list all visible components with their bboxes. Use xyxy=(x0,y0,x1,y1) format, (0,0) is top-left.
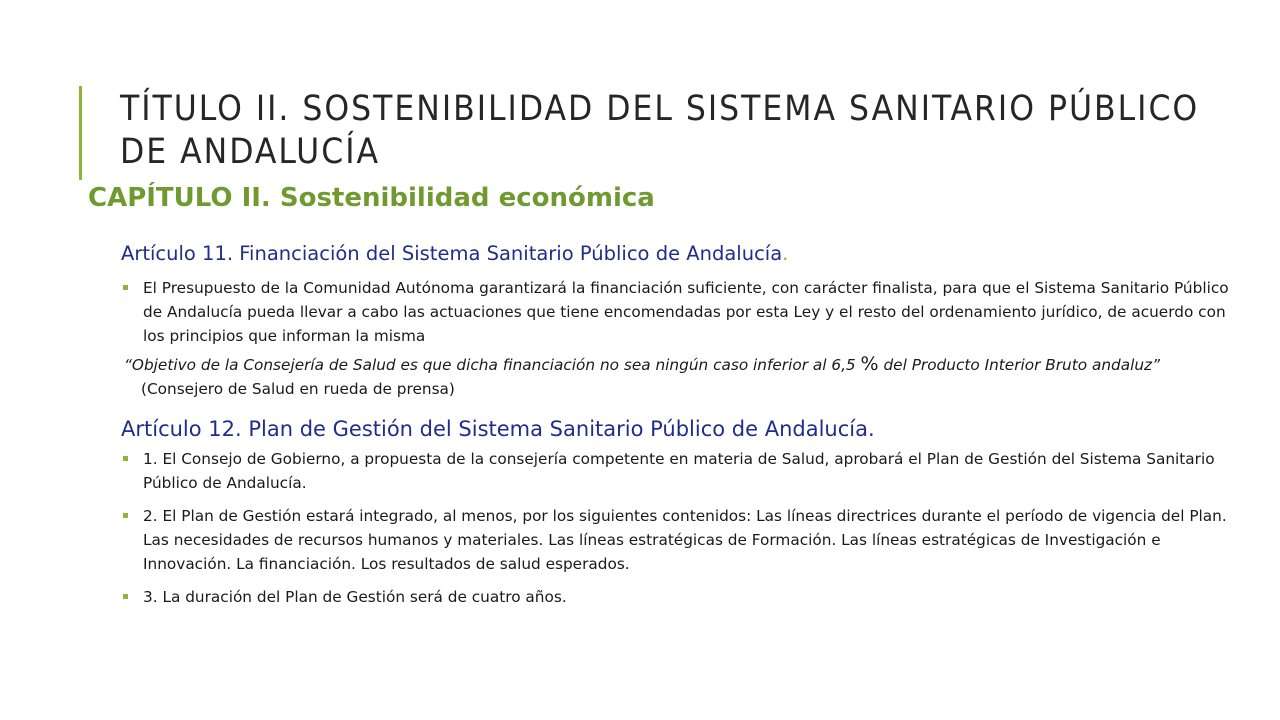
slide-title: TÍTULO II. SOSTENIBILIDAD DEL SISTEMA SANITARIO PÚBLICO DE ANDALUCÍA xyxy=(120,89,1200,172)
article-12-bullet-1 xyxy=(121,447,1241,495)
article-11-bullet-text: El Presupuesto de la Comunidad Autónoma garantizará la financiación suficiente, con carácter finalista, para que el Sistema Sanitario Público de Andalucía pueda llevar a cabo las actuaciones que tiene encomendadas por esta Ley y el resto del ordenamiento jurídico, de acuerdo con los principios que informan la misma xyxy=(143,279,1229,345)
article-12-bullet-1-text: 1. El Consejo de Gobierno, a propuesta de la consejería competente en materia de Salud, aprobará el Plan de Gestión del Sistema Sanitario Público de Andalucía. xyxy=(143,450,1215,492)
bullet-square-icon xyxy=(123,594,128,599)
bullet-square-icon xyxy=(123,285,128,290)
article-12-bullet-3 xyxy=(121,585,1241,609)
quote-text-part2: del Producto Interior Bruto andaluz” xyxy=(878,356,1161,374)
quote-percent-sign: % xyxy=(860,353,879,375)
article-12-heading: Artículo 12. Plan de Gestión del Sistema Sanitario Público de Andalucía. xyxy=(121,417,875,441)
article-11-heading-text: Artículo 11. Financiación del Sistema Sanitario Público de Andalucía xyxy=(121,242,783,265)
article-11-heading xyxy=(121,240,1241,268)
slide-content xyxy=(121,240,1241,609)
title-accent-bar xyxy=(79,86,82,180)
article-12-bullet-3-text: 3. La duración del Plan de Gestión será de cuatro años. xyxy=(143,588,567,606)
article-12-bullet-2-text: 2. El Plan de Gestión estará integrado, al menos, por los siguientes contenidos: Las líneas directrices durante el período de vigencia del Plan. Las necesidades de recursos humanos y materiales. Las líneas estratégicas de Formación. Las líneas estratégicas de Investigación e Innovación. La financiación. Los resultados de salud esperados. xyxy=(143,507,1227,573)
article-11-quote xyxy=(121,352,1241,401)
article-12-bullet-2 xyxy=(121,504,1241,576)
article-11-bullet xyxy=(121,276,1241,348)
quote-text-part1: “Objetivo de la Consejería de Salud es que dicha financiación no sea ningún caso inferior al 6,5 xyxy=(124,356,861,374)
bullet-square-icon xyxy=(123,513,128,518)
chapter-heading: CAPÍTULO II. Sostenibilidad económica xyxy=(88,183,655,213)
quote-attribution: (Consejero de Salud en rueda de prensa) xyxy=(141,380,455,398)
bullet-square-icon xyxy=(123,456,128,461)
article-11-heading-period: . xyxy=(782,242,789,265)
